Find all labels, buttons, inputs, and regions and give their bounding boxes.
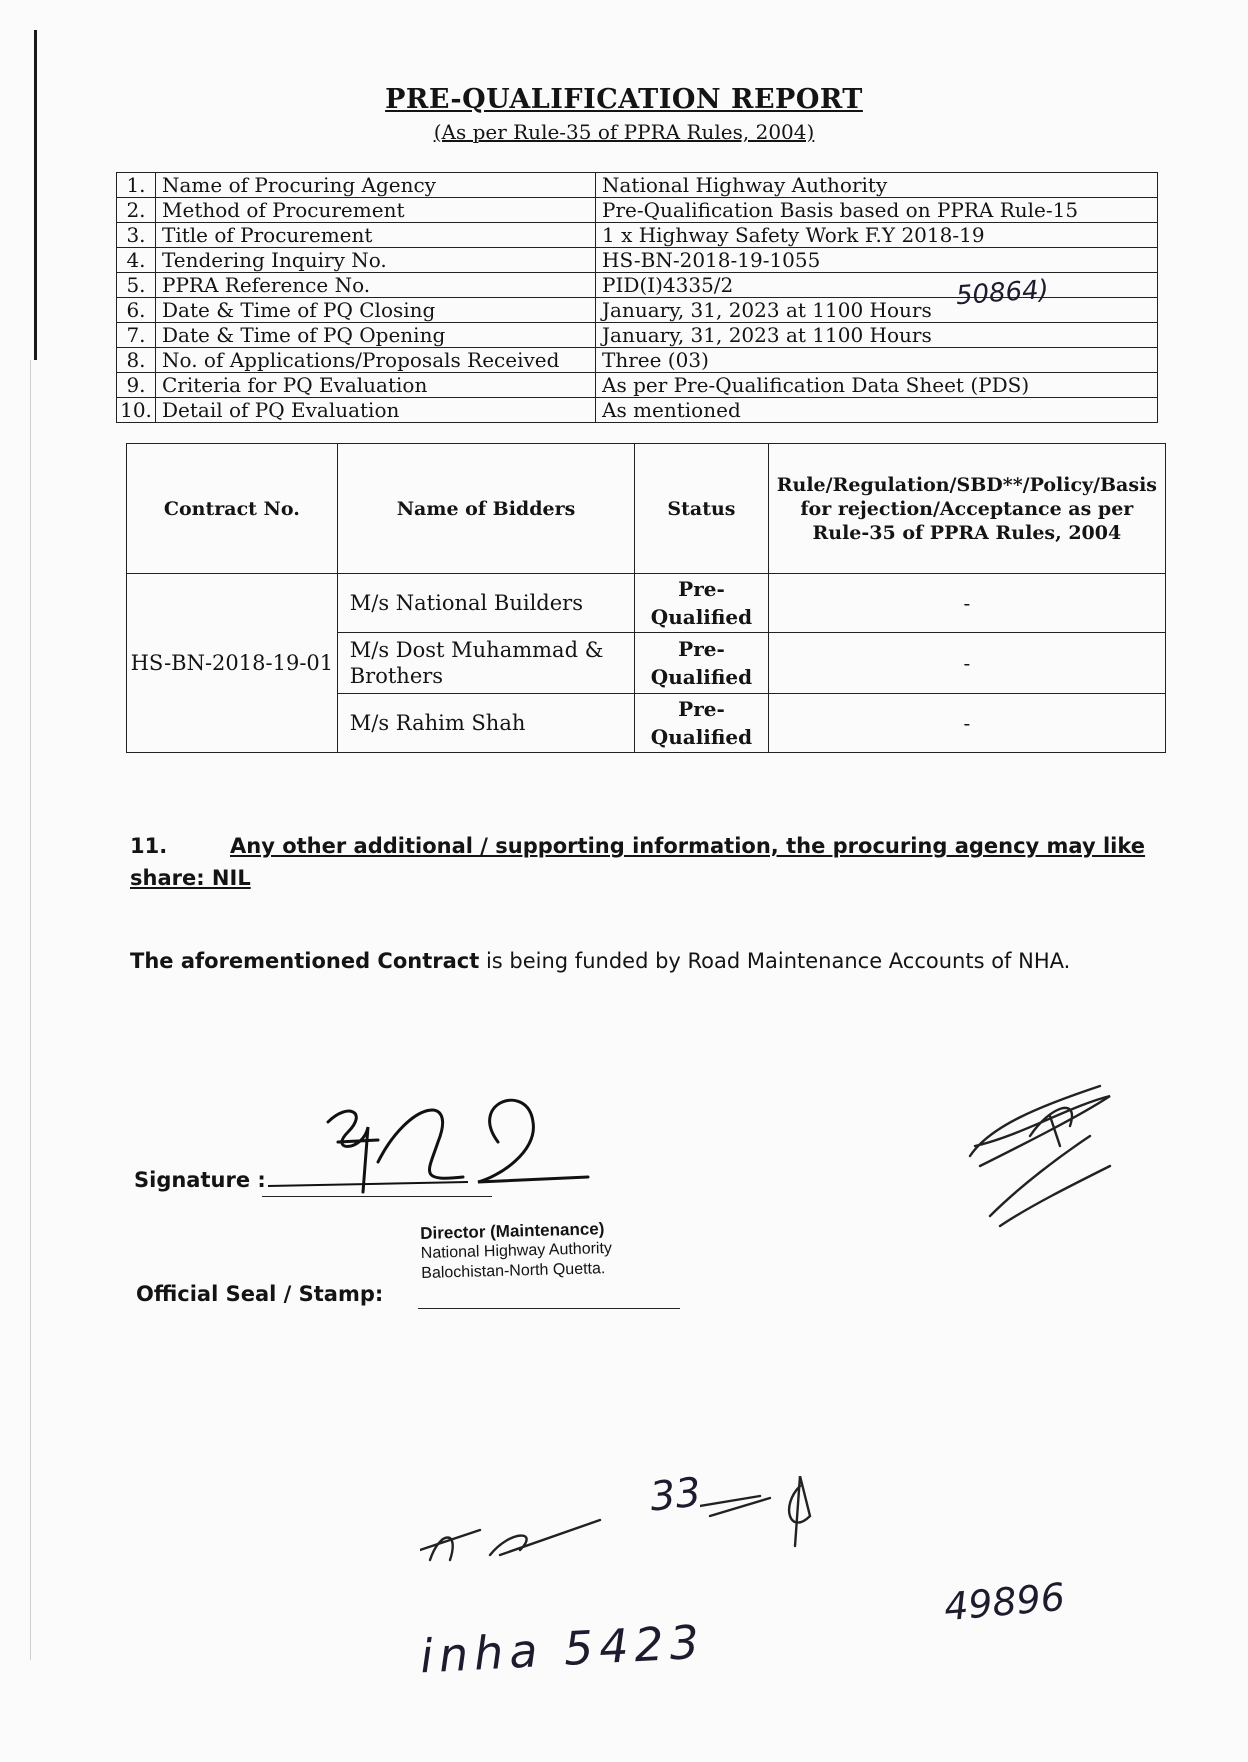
bidder-rule: - xyxy=(768,694,1165,753)
scratch-mark-2 xyxy=(700,1476,820,1556)
section-11-number: 11. xyxy=(130,834,168,858)
funding-bold: The aforementioned Contract xyxy=(130,949,480,973)
info-label: No. of Applications/Proposals Received xyxy=(156,348,596,373)
info-value: 1 x Highway Safety Work F.Y 2018-19 xyxy=(596,223,1158,248)
info-num: 5. xyxy=(117,273,156,298)
info-value: January, 31, 2023 at 1100 Hours xyxy=(596,323,1158,348)
bidder-status: Pre-Qualified xyxy=(635,633,768,694)
info-value: As mentioned xyxy=(596,398,1158,423)
info-row xyxy=(117,398,1158,423)
signature-label: Signature : xyxy=(134,1168,266,1192)
bidder-name: M/s Rahim Shah xyxy=(337,694,634,753)
info-value: HS-BN-2018-19-1055 xyxy=(596,248,1158,273)
scratch-scribble xyxy=(420,1500,620,1570)
handwritten-note-1: 33 xyxy=(647,1469,704,1521)
bidders-table xyxy=(126,443,1166,753)
info-num: 9. xyxy=(117,373,156,398)
info-num: 7. xyxy=(117,323,156,348)
info-num: 2. xyxy=(117,198,156,223)
info-label: Title of Procurement xyxy=(156,223,596,248)
seal-line xyxy=(418,1308,680,1309)
stamp-line-1: Director (Maintenance) xyxy=(420,1219,605,1243)
seal-label: Official Seal / Stamp: xyxy=(136,1282,384,1306)
signature-scribble xyxy=(268,1082,598,1212)
scan-edge-mark xyxy=(34,30,37,360)
info-label: Tendering Inquiry No. xyxy=(156,248,596,273)
contract-number: HS-BN-2018-19-01 xyxy=(127,574,338,753)
table-row xyxy=(127,574,1166,633)
page-title: PRE-QUALIFICATION REPORT xyxy=(385,84,863,115)
info-num: 6. xyxy=(117,298,156,323)
handwritten-note-3: inha 5423 xyxy=(418,1614,707,1684)
bidder-status: Pre-Qualified xyxy=(635,574,768,633)
bidder-rule: - xyxy=(768,574,1165,633)
info-row xyxy=(117,173,1158,198)
funding-statement xyxy=(130,944,1150,978)
header-rule: Rule/Regulation/SBD**/Policy/Basis for rejection/Acceptance as per Rule-35 of PPRA Rules, 2004 xyxy=(768,444,1165,574)
info-num: 3. xyxy=(117,223,156,248)
stamp-line-3: Balochistan-North Quetta. xyxy=(421,1260,606,1282)
section-11-text: Any other additional / supporting information, the procuring agency may like share: NIL xyxy=(130,834,1145,890)
header-contract-no: Contract No. xyxy=(127,444,338,574)
info-row xyxy=(117,198,1158,223)
scan-edge-line xyxy=(30,360,31,1660)
info-label: Criteria for PQ Evaluation xyxy=(156,373,596,398)
info-value: As per Pre-Qualification Data Sheet (PDS) xyxy=(596,373,1158,398)
handwritten-note-2: 49896 xyxy=(942,1574,1067,1630)
handwritten-reference: 50864) xyxy=(955,274,1050,312)
info-num: 10. xyxy=(117,398,156,423)
info-label: Method of Procurement xyxy=(156,198,596,223)
info-row xyxy=(117,348,1158,373)
bidder-rule: - xyxy=(768,633,1165,694)
official-stamp xyxy=(420,1219,613,1284)
info-row xyxy=(117,223,1158,248)
header-bidders: Name of Bidders xyxy=(337,444,634,574)
info-row xyxy=(117,373,1158,398)
info-label: Date & Time of PQ Opening xyxy=(156,323,596,348)
info-num: 4. xyxy=(117,248,156,273)
info-value: PID(I)4335/2 xyxy=(596,273,1158,298)
section-11 xyxy=(130,830,1150,894)
info-num: 1. xyxy=(117,173,156,198)
side-initials-scribble xyxy=(960,1076,1130,1236)
bidder-name: M/s Dost Muhammad & Brothers xyxy=(337,633,634,694)
info-label: Detail of PQ Evaluation xyxy=(156,398,596,423)
info-label: Date & Time of PQ Closing xyxy=(156,298,596,323)
info-label: PPRA Reference No. xyxy=(156,273,596,298)
info-row xyxy=(117,323,1158,348)
info-value: Pre-Qualification Basis based on PPRA Rule-15 xyxy=(596,198,1158,223)
bidder-name: M/s National Builders xyxy=(337,574,634,633)
info-value: January, 31, 2023 at 1100 Hours xyxy=(596,298,1158,323)
info-num: 8. xyxy=(117,348,156,373)
funding-rest: is being funded by Road Maintenance Accounts of NHA. xyxy=(479,949,1071,973)
stamp-line-2: National Highway Authority xyxy=(420,1239,613,1262)
header-status: Status xyxy=(635,444,768,574)
info-label: Name of Procuring Agency xyxy=(156,173,596,198)
info-value: Three (03) xyxy=(596,348,1158,373)
page-subtitle: (As per Rule-35 of PPRA Rules, 2004) xyxy=(433,120,815,144)
bidder-status: Pre-Qualified xyxy=(635,694,768,753)
info-row xyxy=(117,248,1158,273)
info-value: National Highway Authority xyxy=(596,173,1158,198)
